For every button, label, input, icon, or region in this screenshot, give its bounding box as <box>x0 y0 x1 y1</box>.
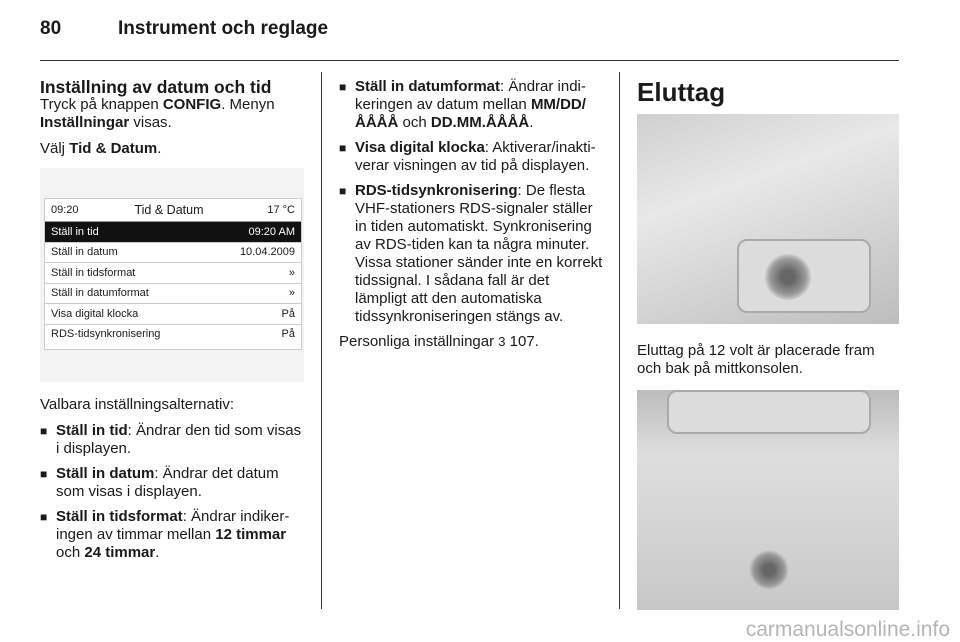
display-row: Ställ in datum 10.04.2009 <box>45 243 301 264</box>
cross-reference: Personliga inställningar 3 107. <box>339 333 539 350</box>
intro-paragraph: Tryck på knappen CONFIG. Menyn Inställningar visas. <box>40 96 275 131</box>
page-number: 80 <box>40 18 62 39</box>
rear-socket-photo <box>637 390 899 610</box>
page-header <box>40 18 328 40</box>
options-list <box>40 422 304 562</box>
header-rule <box>40 60 899 61</box>
display-row: Visa digital klocka På <box>45 304 301 325</box>
display-row: Ställ in tid 09:20 AM <box>45 222 301 243</box>
list-item: ■ Ställ in datum: Ändrar det datum som visas i displayen. <box>40 465 304 501</box>
display-temperature: 17 °C <box>267 204 295 216</box>
display-row: Ställ in datumformat » <box>45 284 301 305</box>
column-1 <box>40 78 304 569</box>
list-item: ■ RDS-tidsynkronisering: De flesta VHF-stationers RDS-signaler ställer in tiden automatiskt. Synkronisering av RDS-tiden kan ta några minuter. Vissa stationer sänder inte en korrekt tidssignal. I sådana fall är det lämpligt att den automatiska tidssynkroniseringen stängs av. <box>339 182 605 326</box>
display-title: Tid & Datum <box>134 203 204 217</box>
front-socket-photo <box>637 114 899 324</box>
page-title: Instrument och reglage <box>118 18 329 39</box>
select-paragraph: Välj Tid & Datum. <box>40 140 162 157</box>
display-status-bar <box>45 199 301 222</box>
photo-caption: Eluttag på 12 volt är placerade fram och bak på mittkonsolen. <box>637 342 875 377</box>
section-heading: Inställning av datum och tid <box>40 77 272 97</box>
socket-icon <box>749 550 789 590</box>
page-reference-icon: 3 <box>498 334 506 349</box>
display-time: 09:20 <box>51 204 79 216</box>
list-item: ■ Ställ in tidsformat: Ändrar indikeringen av timmar mellan 12 timmar och 24 timmar. <box>40 508 304 562</box>
options-list-continued <box>339 78 605 326</box>
column-2 <box>339 78 605 359</box>
column-divider <box>321 72 322 609</box>
section-heading: Eluttag <box>637 77 726 107</box>
list-item: ■ Visa digital klocka: Aktiverar/inaktiverar visningen av tid på displayen. <box>339 139 605 175</box>
options-intro: Valbara inställningsalternativ: <box>40 396 234 413</box>
display-figure <box>40 168 304 382</box>
list-item: ■ Ställ in tid: Ändrar den tid som visas i displayen. <box>40 422 304 458</box>
display-row: RDS-tidsynkronisering På <box>51 328 295 341</box>
display-screen <box>44 198 302 350</box>
column-divider <box>619 72 620 609</box>
list-item: ■ Ställ in datumformat: Ändrar indikeringen av datum mellan MM/DD/ ÅÅÅÅ och DD.MM.ÅÅÅÅ. <box>339 78 605 132</box>
display-row: Ställ in tidsformat » <box>45 263 301 284</box>
rear-vent <box>667 390 871 434</box>
column-3 <box>637 78 901 610</box>
watermark: carmanualsonline.info <box>745 618 950 641</box>
socket-icon <box>765 254 811 300</box>
